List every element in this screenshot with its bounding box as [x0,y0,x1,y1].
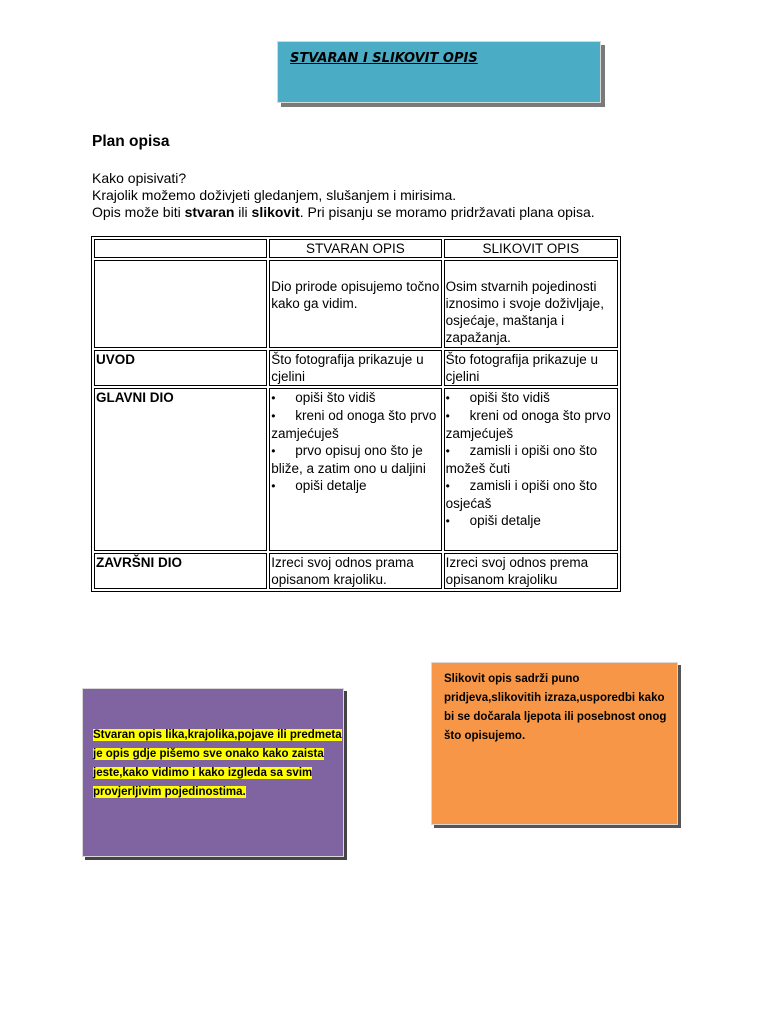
table-cell-empty [94,260,267,348]
list-item [271,477,439,495]
list-item [446,407,616,442]
glavni-dio-slikovit [444,388,618,551]
note-text-slikovit: Slikovit opis sadrži puno pridjeva,slikovitih izraza,usporedbi kako bi se dočarala ljepota ili posebnost onog što opisujemo. [444,673,667,742]
list-item-text: opiši detalje [469,513,541,528]
row-label-glavni-dio: GLAVNI DIO [94,388,267,551]
table-row-description [94,260,618,348]
list-item-text: prvo opisuj ono što je bliže, a zatim ono u daljini [271,443,426,476]
glavni-dio-stvaran [269,388,441,551]
row-label-uvod: UVOD [94,350,267,386]
bullet-icon: • [445,444,450,458]
bullet-icon: • [271,409,276,423]
bullet-icon: • [271,479,276,493]
document-title: STVARAN I SLIKOVIT OPIS [290,51,478,66]
list-item-text: kreni od onoga što prvo zamjećuješ [271,408,437,441]
list-item-text: zamisli i opiši ono što osjećaš [445,478,598,511]
uvod-stvaran: Što fotografija prikazuje u cjelini [269,350,441,386]
table-row-zavrsni-dio [94,553,618,589]
title-box [277,41,601,103]
list-item [271,442,439,477]
note-text-stvaran [93,726,343,802]
row-label-zavrsni-dio: ZAVRŠNI DIO [94,553,267,589]
table-row-glavni-dio [94,388,618,551]
table-header-slikovit: SLIKOVIT OPIS [444,239,618,258]
list-item-text: opiši što vidiš [295,390,376,405]
intro-term-stvaran: stvaran [184,204,235,220]
bullet-list-stvaran [271,389,439,495]
description-stvaran: Dio prirode opisujemo točno kako ga vidim. [269,260,441,348]
bullet-list-slikovit [446,389,616,530]
intro-text [92,170,692,221]
zavrsni-dio-stvaran: Izreci svoj odnos prama opisanom krajoliku. [269,553,441,589]
zavrsni-dio-slikovit: Izreci svoj odnos prema opisanom krajoliku [444,553,618,589]
table-header-row [94,239,618,258]
list-item [446,389,616,407]
list-item [446,512,616,530]
table-row-uvod [94,350,618,386]
bullet-icon: • [271,391,276,405]
list-item-text: opiši što vidiš [469,390,550,405]
intro-line-3 [92,204,692,221]
list-item-text: opiši detalje [295,478,367,493]
bullet-icon: • [271,444,276,458]
section-heading: Plan opisa [92,133,170,150]
list-item [271,389,439,407]
list-item-text: kreni od onoga što prvo zamjećuješ [445,408,611,441]
table-header-empty [94,239,267,258]
highlighted-text: Stvaran opis lika,krajolika,pojave ili predmeta je opis gdje pišemo sve onako kako zaista jeste,kako vidimo i kako izgleda sa svim provjerljivim pojedinostima. [93,729,342,798]
intro-line-3-part: . Pri pisanju se moramo pridržavati plana opisa. [299,204,595,220]
plan-table [91,236,621,592]
bullet-icon: • [445,514,450,528]
intro-line-3-part: Opis može biti [92,204,185,220]
uvod-slikovit: Što fotografija prikazuje u cjelini [444,350,618,386]
list-item-text: zamisli i opiši ono što možeš čuti [445,443,598,476]
bullet-icon: • [445,479,450,493]
note-box-slikovit [431,662,678,825]
note-box-stvaran [82,688,344,857]
intro-line-3-part: ili [234,204,252,220]
intro-term-slikovit: slikovit [251,204,300,220]
description-slikovit: Osim stvarnih pojedinosti iznosimo i svoje doživljaje, osjećaje, maštanja i zapažanja. [444,260,618,348]
list-item [271,407,439,442]
list-item [446,442,616,477]
bullet-icon: • [445,391,450,405]
table-header-stvaran: STVARAN OPIS [269,239,441,258]
list-item [446,477,616,512]
intro-line-1: Kako opisivati? [92,170,187,186]
intro-line-2: Krajolik možemo doživjeti gledanjem, slušanjem i mirisima. [92,187,457,203]
bullet-icon: • [445,409,450,423]
